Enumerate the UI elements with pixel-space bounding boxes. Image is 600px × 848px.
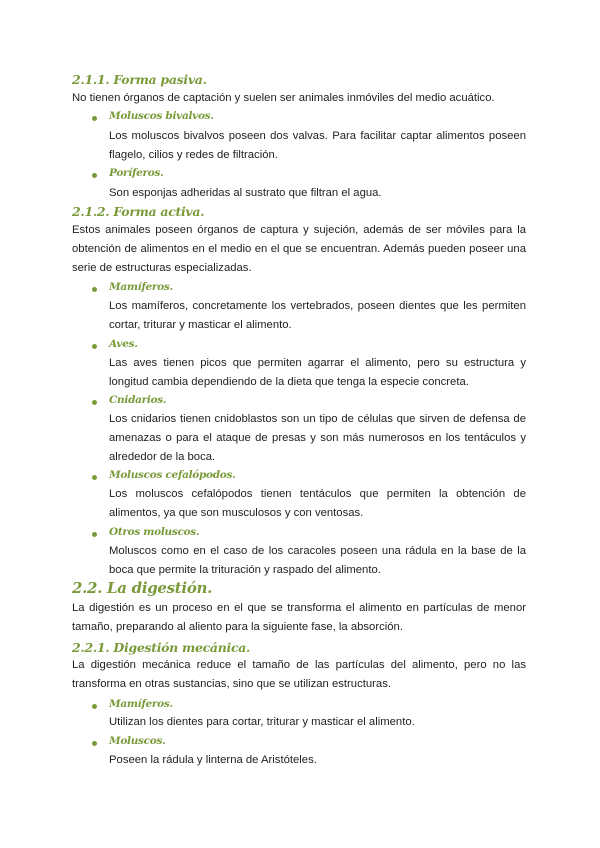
bullet-text: Los moluscos bivalvos poseen dos valvas. Para facilitar captar alimentos poseen flagelo, cilios y redes de filtración.	[109, 130, 526, 161]
bullet-text: Utilizan los dientes para cortar, triturar y masticar el alimento.	[109, 716, 415, 728]
bullet-icon	[92, 344, 97, 349]
bullet-icon	[92, 116, 97, 121]
bullet-title: Poríferos.	[109, 167, 164, 179]
section-intro-2-2: La digestión es un proceso en el que se transforma el alimento en partículas de menor tamaño, preparando al aliento para la siguiente fase, la absorción.	[72, 602, 526, 633]
bullet-text: Moluscos como en el caso de los caracoles poseen una rádula en la base de la boca que permite la trituración y raspado del alimento.	[109, 545, 526, 576]
bullet-icon	[92, 287, 97, 292]
bullet-title: Cnidarios.	[109, 394, 167, 406]
bullet-text: Los cnidarios tienen cnidoblastos son un tipo de células que sirven de defensa de amenazas o para el ataque de presas y son más numerosos en los tentáculos y alrededor de la boca.	[109, 413, 526, 463]
bullet-text: Los mamíferos, concretamente los vertebrados, poseen dientes que les permiten cortar, triturar y masticar el alimento.	[109, 300, 526, 331]
bullet-icon	[92, 475, 97, 480]
section-intro-2-1-1: No tienen órganos de captación y suelen ser animales inmóviles del medio acuático.	[72, 92, 495, 104]
section-heading-2-2-1: 2.2.1. Digestión mecánica.	[72, 640, 251, 655]
bullet-icon	[92, 400, 97, 405]
bullet-title: Mamíferos.	[109, 698, 173, 710]
section-intro-2-2-1: La digestión mecánica reduce el tamaño de las partículas del alimento, pero no las transforma en otras sustancias, sino que se utilizan estructuras.	[72, 659, 526, 690]
bullet-title: Mamíferos.	[109, 281, 173, 293]
bullet-icon	[92, 741, 97, 746]
bullet-title: Moluscos.	[109, 735, 166, 747]
bullet-text: Son esponjas adheridas al sustrato que filtran el agua.	[109, 187, 382, 199]
bullet-icon	[92, 704, 97, 709]
bullet-text: Poseen la rádula y linterna de Aristóteles.	[109, 754, 317, 766]
bullet-title: Moluscos bivalvos.	[109, 110, 214, 122]
bullet-text: Las aves tienen picos que permiten agarrar el alimento, pero su estructura y longitud cambia dependiendo de la dieta que tenga la especie concreta.	[109, 357, 526, 388]
bullet-icon	[92, 173, 97, 178]
section-heading-2-2: 2.2. La digestión.	[72, 579, 213, 597]
section-heading-2-1-1: 2.1.1. Forma pasiva.	[72, 72, 207, 87]
bullet-title: Aves.	[109, 338, 138, 350]
bullet-title: Otros moluscos.	[109, 526, 200, 538]
section-intro-2-1-2: Estos animales poseen órganos de captura y sujeción, además de ser móviles para la obtención de alimentos en el medio en el que se encuentran. Además pueden poseer una serie de estructuras especializadas.	[72, 224, 526, 274]
bullet-text: Los moluscos cefalópodos tienen tentáculos que permiten la obtención de alimentos, ya que son musculosos y con ventosas.	[109, 488, 526, 519]
bullet-title: Moluscos cefalópodos.	[109, 469, 236, 481]
bullet-icon	[92, 532, 97, 537]
section-heading-2-1-2: 2.1.2. Forma activa.	[72, 204, 205, 219]
